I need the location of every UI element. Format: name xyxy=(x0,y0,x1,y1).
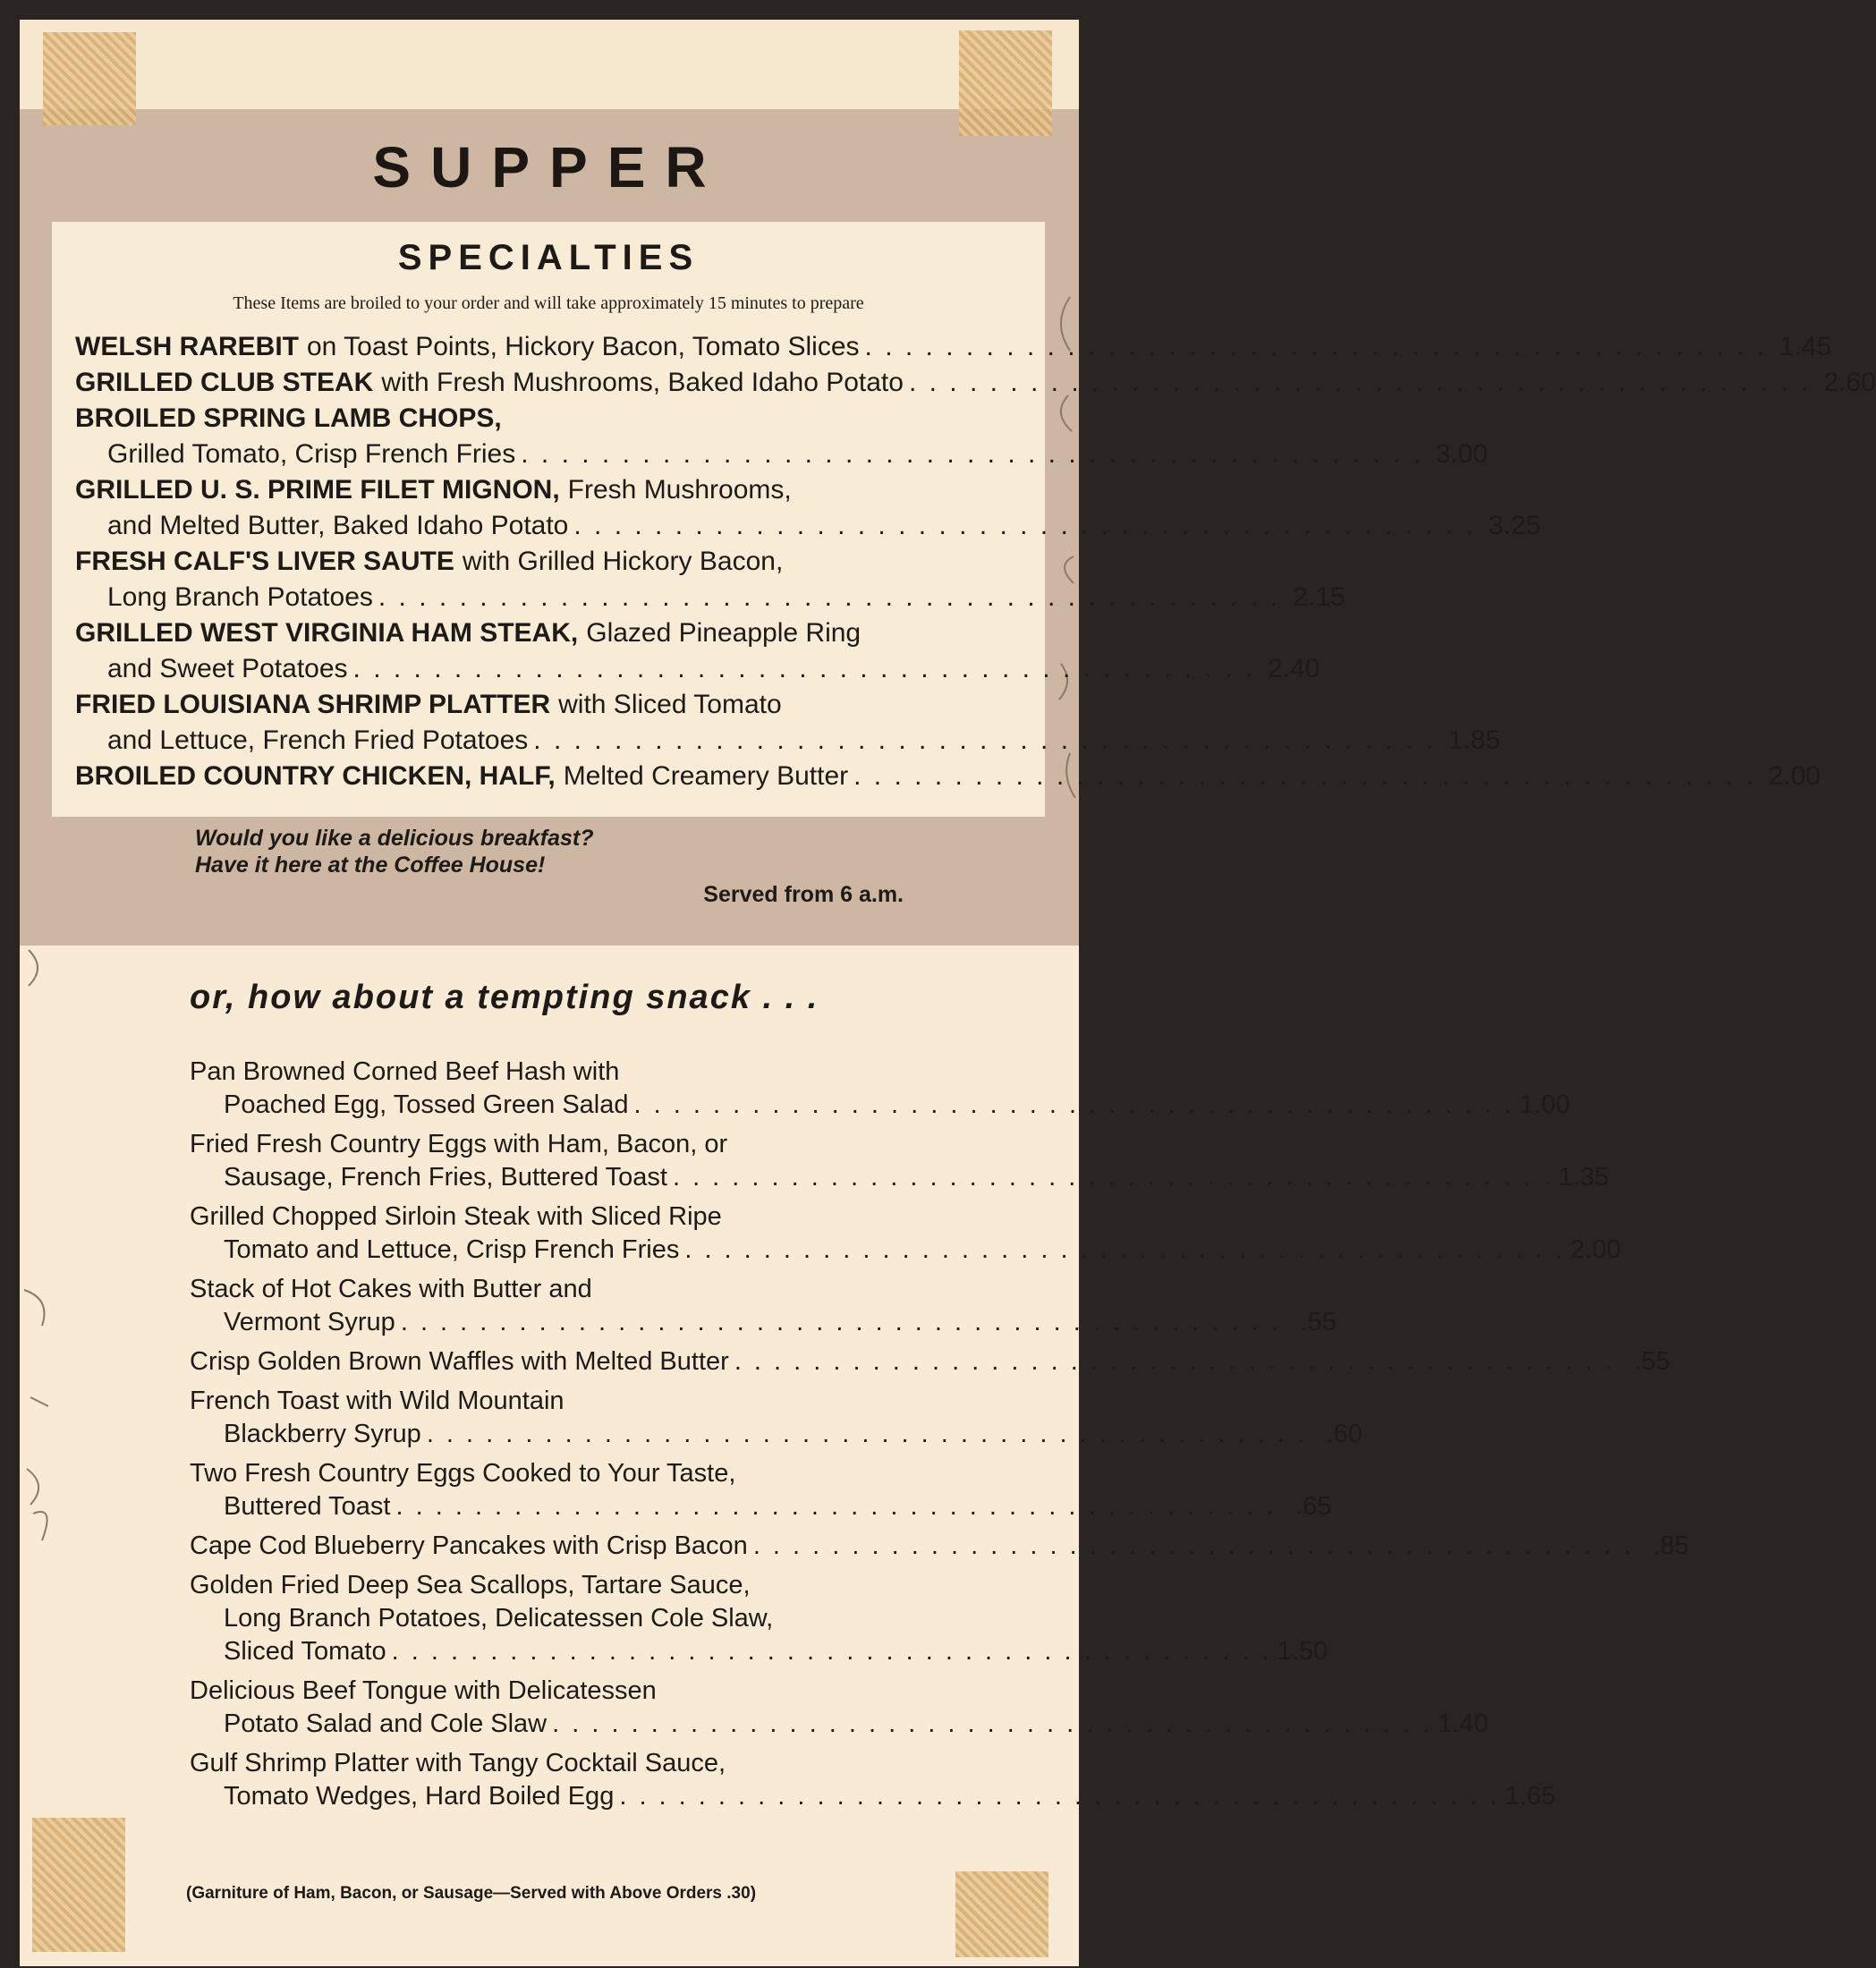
specialty-line xyxy=(75,615,1023,651)
snack-item xyxy=(190,1569,1328,1668)
snack-desc: Gulf Shrimp Platter with Tangy Cocktail Sauce, xyxy=(190,1749,726,1777)
snack-price: .55 xyxy=(1634,1347,1670,1376)
dot-leader: . . . . . . . . . . . . . . . . . . . . . . . . . . . . . . . . . . . . . . . . . . . . . xyxy=(521,439,1424,469)
specialty-line xyxy=(75,580,1345,615)
snack-line xyxy=(190,1089,1571,1122)
dot-leader: . . . . . . . . . . . . . . . . . . . . . . . . . . . . . . . . . . . . . . . . . . . . . xyxy=(864,332,1768,361)
snack-desc: Stack of Hot Cakes with Butter and xyxy=(190,1275,592,1303)
specialty-name: WELSH RAREBIT xyxy=(75,332,299,361)
specialty-desc: with Sliced Tomato xyxy=(558,690,782,719)
snack-desc: Vermont Syrup xyxy=(224,1308,395,1336)
specialty-line xyxy=(75,401,1023,437)
snack-item xyxy=(190,1747,1556,1813)
snack-desc: Sliced Tomato xyxy=(224,1637,386,1666)
dot-leader: . . . . . . . . . . . . . . . . . . . . . . . . . . . . . . . . . . . . . . . . . . . . . xyxy=(426,1420,1307,1448)
specialties-list xyxy=(75,329,1876,794)
snack-list xyxy=(190,1056,1689,1820)
dot-leader: . . . . . . . . . . . . . . . . . . . . . . . . . . . . . . . . . . . . . . . . . . . . . xyxy=(378,582,1281,612)
snack-item xyxy=(190,1457,1332,1523)
snack-line xyxy=(190,1128,905,1161)
snack-line xyxy=(190,1306,1337,1339)
menu-page xyxy=(20,20,1876,1966)
specialty-line xyxy=(75,329,1832,365)
snack-desc: Delicious Beef Tongue with Delicatessen xyxy=(190,1676,657,1705)
snack-desc: Tomato and Lettuce, Crisp French Fries xyxy=(224,1235,680,1264)
snack-line xyxy=(190,1708,1489,1741)
breakfast-line-2: Have it here at the Coffee House! xyxy=(195,853,546,878)
snack-desc: Buttered Toast xyxy=(224,1492,391,1521)
specialty-line xyxy=(75,544,1023,580)
snack-desc: Cape Cod Blueberry Pancakes with Crisp Bacon xyxy=(190,1531,748,1560)
snack-line xyxy=(190,1056,905,1089)
specialty-name: FRIED LOUISIANA SHRIMP PLATTER xyxy=(75,690,551,719)
dot-leader: . . . . . . . . . . . . . . . . . . . . . . . . . . . . . . . . . . . . . . . . . . . . . xyxy=(395,1492,1277,1521)
specialty-item xyxy=(75,687,1501,759)
dot-leader: . . . . . . . . . . . . . . . . . . . . . . . . . . . . . . . . . . . . . . . . . . . . . xyxy=(391,1637,1272,1666)
breakfast-promo xyxy=(195,825,911,878)
corner-stamp-top-left xyxy=(43,32,136,125)
specialty-desc: and Melted Butter, Baked Idaho Potato xyxy=(107,511,569,540)
specialty-line xyxy=(75,437,1489,472)
specialties-note: These Items are broiled to your order and will take approximately 15 minutes to prepare xyxy=(233,293,864,313)
specialty-item xyxy=(75,329,1832,365)
specialty-desc: Melted Creamery Butter xyxy=(563,761,849,791)
specialty-desc: and Sweet Potatoes xyxy=(107,654,348,683)
snack-line xyxy=(190,1602,905,1635)
specialties-box xyxy=(52,222,1876,817)
specialty-desc: Glazed Pineapple Ring xyxy=(586,618,862,648)
snack-line xyxy=(190,1490,1332,1523)
specialty-desc: Long Branch Potatoes xyxy=(107,582,373,612)
dot-leader: . . . . . . . . . . . . . . . . . . . . . . . . . . . . . . . . . . . . . . . . . . . . . xyxy=(400,1308,1281,1336)
dot-leader: . . . . . . . . . . . . . . . . . . . . . . . . . . . . . . . . . . . . . . . . . . . . . xyxy=(552,1709,1433,1738)
snack-desc: Golden Fried Deep Sea Scallops, Tartare Sauce, xyxy=(190,1571,751,1599)
snack-desc: Grilled Chopped Sirloin Steak with Sliced Ripe xyxy=(190,1202,722,1231)
specialty-line xyxy=(75,759,1821,794)
dot-leader: . . . . . . . . . . . . . . . . . . . . . . . . . . . . . . . . . . . . . . . . . . . . . xyxy=(633,1090,1515,1119)
top-strip xyxy=(20,20,1079,109)
corner-stamp-bottom-left xyxy=(32,1818,125,1952)
snack-desc: Tomato Wedges, Hard Boiled Egg xyxy=(224,1782,615,1811)
specialty-line xyxy=(75,651,1320,687)
snack-desc: Long Branch Potatoes, Delicatessen Cole Slaw, xyxy=(224,1604,774,1633)
specialty-name: GRILLED CLUB STEAK xyxy=(75,368,374,397)
snack-item xyxy=(190,1200,1621,1267)
snack-heading: or, how about a tempting snack . . . xyxy=(190,979,819,1016)
snack-desc: Sausage, French Fries, Buttered Toast xyxy=(224,1163,667,1192)
snack-line xyxy=(190,1780,1556,1813)
snack-desc: Poached Egg, Tossed Green Salad xyxy=(224,1090,629,1119)
specialty-line xyxy=(75,687,1023,723)
specialty-name: FRESH CALF'S LIVER SAUTE xyxy=(75,547,454,576)
snack-desc: Crisp Golden Brown Waffles with Melted Butter xyxy=(190,1347,729,1376)
page-title: SUPPER xyxy=(372,135,726,199)
specialty-line xyxy=(75,508,1541,544)
specialty-price: 1.45 xyxy=(1778,332,1832,361)
snack-desc: French Toast with Wild Mountain xyxy=(190,1387,564,1415)
specialty-desc: with Grilled Hickory Bacon, xyxy=(462,547,784,576)
specialty-name: BROILED SPRING LAMB CHOPS, xyxy=(75,403,502,433)
snack-line xyxy=(190,1418,1362,1451)
snack-desc: Pan Browned Corned Beef Hash with xyxy=(190,1057,620,1086)
specialty-price: 2.15 xyxy=(1293,582,1345,612)
snack-item xyxy=(190,1675,1489,1741)
snack-item xyxy=(190,1128,1609,1194)
specialty-item xyxy=(75,615,1320,687)
specialty-desc: on Toast Points, Hickory Bacon, Tomato Slices xyxy=(307,332,860,361)
specialty-price: 3.00 xyxy=(1435,439,1489,469)
corner-stamp-top-right xyxy=(959,30,1052,136)
specialty-price: 2.60 xyxy=(1823,368,1876,397)
snack-item xyxy=(190,1273,1337,1339)
snack-item xyxy=(190,1056,1571,1122)
snack-item xyxy=(190,1345,1670,1378)
snack-line xyxy=(190,1273,905,1306)
snack-price: .65 xyxy=(1295,1492,1332,1521)
specialty-name: GRILLED U. S. PRIME FILET MIGNON, xyxy=(75,475,560,505)
snack-price: .60 xyxy=(1326,1420,1362,1448)
snack-line xyxy=(190,1457,905,1490)
snack-item xyxy=(190,1385,1362,1451)
snack-line xyxy=(190,1234,1621,1267)
snack-item xyxy=(190,1530,1689,1563)
specialty-line xyxy=(75,472,1023,508)
served-time: Served from 6 a.m. xyxy=(703,882,904,907)
dot-leader: . . . . . . . . . . . . . . . . . . . . . . . . . . . . . . . . . . . . . . . . . . . . . xyxy=(619,1782,1500,1811)
specialty-item xyxy=(75,544,1345,615)
dot-leader: . . . . . . . . . . . . . . . . . . . . . . . . . . . . . . . . . . . . . . . . . . . . . xyxy=(352,654,1256,683)
snack-price: 1.65 xyxy=(1505,1782,1556,1811)
dot-leader: . . . . . . . . . . . . . . . . . . . . . . . . . . . . . . . . . . . . . . . . . . . . . xyxy=(734,1347,1615,1376)
dot-leader: . . . . . . . . . . . . . . . . . . . . . . . . . . . . . . . . . . . . . . . . . . . . . xyxy=(684,1235,1566,1264)
snack-price: .55 xyxy=(1300,1308,1337,1336)
breakfast-line-1: Would you like a delicious breakfast? xyxy=(195,826,594,851)
snack-line xyxy=(190,1569,905,1602)
snack-price: .85 xyxy=(1652,1531,1689,1560)
specialty-item xyxy=(75,759,1821,794)
snack-price: 1.40 xyxy=(1438,1709,1489,1738)
snack-desc: Fried Fresh Country Eggs with Ham, Bacon, or xyxy=(190,1130,728,1158)
specialty-name: BROILED COUNTRY CHICKEN, HALF, xyxy=(75,761,556,791)
snack-desc: Two Fresh Country Eggs Cooked to Your Taste, xyxy=(190,1459,736,1488)
specialty-desc: Grilled Tomato, Crisp French Fries xyxy=(107,439,516,469)
dot-leader: . . . . . . . . . . . . . . . . . . . . . . . . . . . . . . . . . . . . . . . . . . . . . xyxy=(908,368,1812,397)
snack-line xyxy=(190,1530,1689,1563)
specialty-item xyxy=(75,401,1489,472)
specialty-line xyxy=(75,365,1876,401)
specialty-item xyxy=(75,472,1541,544)
specialty-name: GRILLED WEST VIRGINIA HAM STEAK, xyxy=(75,618,579,648)
doodle-left-edge xyxy=(20,932,73,1558)
specialty-item xyxy=(75,365,1876,401)
specialties-heading: SPECIALTIES xyxy=(397,238,700,277)
specialty-price: 1.85 xyxy=(1447,725,1501,755)
dot-leader: . . . . . . . . . . . . . . . . . . . . . . . . . . . . . . . . . . . . . . . . . . . . . xyxy=(853,761,1756,791)
corner-stamp-bottom-right xyxy=(955,1871,1048,1957)
snack-price: 1.50 xyxy=(1277,1637,1328,1666)
snack-line xyxy=(190,1635,1328,1668)
snack-price: 1.00 xyxy=(1519,1090,1571,1119)
snack-line xyxy=(190,1161,1609,1194)
snack-line xyxy=(190,1200,905,1234)
dot-leader: . . . . . . . . . . . . . . . . . . . . . . . . . . . . . . . . . . . . . . . . . . . . . xyxy=(752,1531,1634,1560)
specialty-desc: and Lettuce, French Fried Potatoes xyxy=(107,725,529,755)
snack-line xyxy=(190,1675,905,1708)
specialty-desc: Fresh Mushrooms, xyxy=(567,475,792,505)
specialty-price: 2.00 xyxy=(1768,761,1821,791)
specialty-price: 3.25 xyxy=(1488,511,1541,540)
snack-line xyxy=(190,1747,905,1780)
specialty-line xyxy=(75,723,1501,759)
snack-line xyxy=(190,1345,1670,1378)
snack-line xyxy=(190,1385,905,1418)
specialty-desc: with Fresh Mushrooms, Baked Idaho Potato xyxy=(381,368,904,397)
dot-leader: . . . . . . . . . . . . . . . . . . . . . . . . . . . . . . . . . . . . . . . . . . . . . xyxy=(573,511,1477,540)
specialty-price: 2.40 xyxy=(1267,654,1320,683)
garniture-note: (Garniture of Ham, Bacon, or Sausage—Served with Above Orders .30) xyxy=(186,1884,757,1903)
dot-leader: . . . . . . . . . . . . . . . . . . . . . . . . . . . . . . . . . . . . . . . . . . . . . xyxy=(672,1163,1554,1192)
snack-price: 1.35 xyxy=(1558,1163,1609,1192)
dot-leader: . . . . . . . . . . . . . . . . . . . . . . . . . . . . . . . . . . . . . . . . . . . . . xyxy=(533,725,1437,755)
snack-price: 2.00 xyxy=(1570,1235,1621,1264)
snack-desc: Potato Salad and Cole Slaw xyxy=(224,1709,548,1738)
snack-desc: Blackberry Syrup xyxy=(224,1420,421,1448)
